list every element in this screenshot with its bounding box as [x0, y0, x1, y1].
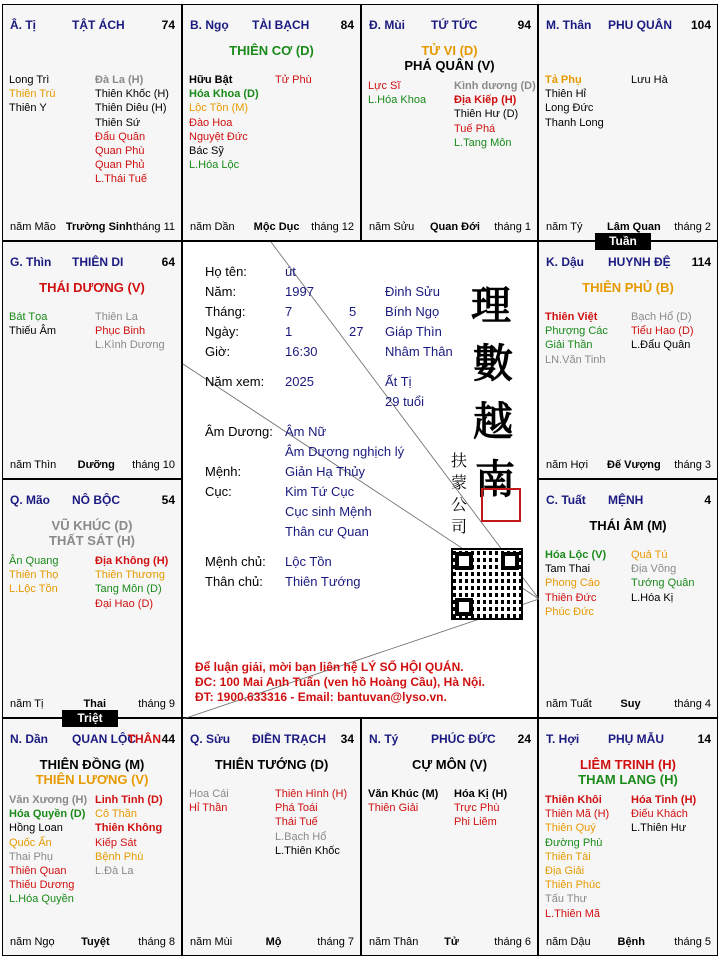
minor-star: Long Trì	[9, 74, 50, 86]
major-star: PHÁ QUÂN (V)	[404, 58, 495, 73]
minor-star: Thiên Không	[95, 822, 163, 835]
minor-star: Thiên Tài	[545, 850, 591, 863]
palace-name: TỨ TỨC	[431, 18, 478, 32]
palace-number: 34	[340, 732, 354, 746]
minor-star: Thiên Khôi	[545, 794, 602, 806]
contact-line-1: Để luận giải, mời bạn liên hệ LÝ SỐ HỘI QUÁN.	[195, 660, 464, 674]
minor-star: Phục Binh	[95, 325, 146, 338]
minor-star: LN.Văn Tinh	[545, 353, 606, 366]
minor-star: Tang Môn (D)	[95, 583, 162, 596]
palace-cell[interactable]	[538, 4, 718, 241]
star-column-left	[368, 79, 426, 107]
star-column-left	[189, 73, 259, 172]
minor-star: Đà La (H)	[95, 74, 144, 86]
palace-branch: C. Tuất	[546, 493, 586, 507]
minor-star: Đường Phù	[545, 836, 603, 849]
minor-star: Thiên Thương	[95, 569, 166, 582]
star-column-left	[545, 793, 609, 921]
palace-cell[interactable]	[2, 241, 182, 479]
red-seal-stamp	[481, 488, 521, 522]
minor-star: Thái Tuế	[275, 816, 318, 829]
star-column-right	[454, 79, 536, 150]
star-column-left	[9, 73, 55, 116]
minor-star: Tam Thai	[545, 563, 591, 576]
company-char-3: 公	[451, 495, 468, 514]
minor-star: Hóa Kị (H)	[454, 788, 508, 800]
minor-star: Quốc Ấn	[9, 836, 52, 849]
minor-star: Thiên Thọ	[9, 569, 59, 582]
than-marker: THÂN	[127, 732, 161, 746]
star-column-right	[95, 554, 168, 611]
star-column-left	[545, 73, 604, 130]
palace-month: tháng 5	[674, 936, 711, 948]
star-column-left	[9, 793, 87, 907]
minor-star: Thiên Đức	[545, 591, 597, 604]
palace-month: tháng 6	[494, 936, 531, 948]
palace-footer	[190, 935, 354, 949]
month-lunar-num: 5	[349, 304, 357, 319]
palace-name: TÀI BẠCH	[252, 18, 310, 32]
minor-star: L.Thiên Khốc	[275, 844, 340, 857]
palace-name: PHỤ MẪU	[608, 732, 664, 746]
life-stage: Đế Vượng	[607, 459, 661, 471]
minor-star: Lưu Hà	[631, 74, 668, 86]
star-column-right	[95, 73, 169, 187]
yinyang-label: Âm Dương:	[205, 424, 273, 439]
palace-year: năm Tý	[546, 221, 583, 233]
palace-cell[interactable]	[538, 479, 718, 718]
minor-star: Bác Sỹ	[189, 145, 224, 158]
month-label: Tháng:	[205, 304, 246, 319]
minor-star: Hóa Khoa (D)	[189, 88, 259, 101]
palace-number: 44	[161, 732, 175, 746]
minor-star: Kình dương (D)	[454, 80, 536, 92]
star-column-right	[275, 73, 312, 87]
minor-star: Thiên Phúc	[545, 879, 601, 892]
palace-number: 94	[517, 18, 531, 32]
seal-char-3: 越	[473, 398, 513, 445]
major-star: THIÊN CƠ (D)	[229, 43, 314, 58]
palace-month: tháng 12	[311, 221, 354, 233]
minor-star: Thiên Quý	[545, 822, 596, 835]
hour-value: 16:30	[285, 344, 318, 359]
palace-footer	[546, 697, 711, 711]
palace-header	[546, 254, 711, 270]
day-value: 1	[285, 324, 293, 339]
minor-star: Thanh Long	[545, 116, 604, 129]
than-chu-value: Thiên Tướng	[285, 574, 361, 589]
palace-footer	[369, 935, 531, 949]
life-stage: Trường Sinh	[65, 221, 133, 233]
palace-year: năm Mùi	[190, 936, 233, 948]
palace-branch: Q. Mão	[10, 493, 51, 507]
life-stage: Thai	[83, 698, 107, 710]
star-column-right	[631, 793, 696, 836]
minor-star: Thiếu Dương	[9, 879, 75, 892]
palace-number: 4	[704, 493, 711, 507]
contact-line-3: ĐT: 1900.633316 - Email: bantuvan@lyso.vn.	[195, 690, 447, 704]
menh-chu-label: Mệnh chủ:	[205, 554, 266, 569]
palace-year: năm Dậu	[546, 936, 591, 948]
palace-year: năm Tuất	[546, 698, 592, 710]
minor-star: Tiểu Hao (D)	[631, 325, 694, 338]
palace-name: TẬT ÁCH	[72, 18, 125, 32]
minor-star: Thiên Hỉ	[545, 88, 586, 101]
palace-year: năm Sửu	[369, 221, 415, 233]
star-column-right	[631, 310, 694, 353]
star-column-left	[545, 310, 608, 367]
minor-star: Văn Khúc (M)	[368, 788, 439, 800]
cuc-note1: Cục sinh Mệnh	[285, 504, 372, 519]
day-label: Ngày:	[205, 324, 239, 339]
palace-cell[interactable]	[361, 718, 538, 956]
minor-star: Quan Phù	[95, 145, 145, 158]
center-info-panel	[182, 241, 538, 718]
minor-star: L.Tang Môn	[454, 136, 512, 149]
minor-star: Hoa Cái	[189, 788, 229, 800]
year-label: Năm:	[205, 284, 237, 299]
palace-footer	[10, 935, 175, 949]
year-lunar: Đinh Sửu	[385, 284, 440, 299]
palace-header	[369, 17, 531, 33]
minor-star: L.Đẩu Quân	[631, 339, 691, 352]
view-year-value: 2025	[285, 374, 314, 389]
minor-star: Thiên Diêu (H)	[95, 102, 167, 115]
major-star: THẤT SÁT (H)	[49, 533, 135, 548]
minor-star: Hóa Lộc (V)	[545, 549, 607, 561]
minor-star: Thiên Khốc (H)	[95, 88, 169, 101]
palace-header	[546, 731, 711, 747]
minor-star: Kiếp Sát	[95, 836, 137, 849]
palace-year: năm Hợi	[546, 459, 589, 471]
minor-star: Thiên Y	[9, 102, 47, 115]
minor-star: Bát Tọa	[9, 311, 48, 323]
cuc-note2: Thân cư Quan	[285, 524, 369, 539]
palace-header	[190, 17, 354, 33]
minor-star: Thiên Việt	[545, 311, 598, 323]
minor-star: Thiếu Âm	[9, 325, 57, 338]
palace-name: NÔ BỘC	[72, 493, 120, 507]
palace-month: tháng 8	[138, 936, 175, 948]
palace-footer	[10, 458, 175, 472]
life-stage: Dưỡng	[77, 459, 115, 471]
menh-chu-value: Lộc Tồn	[285, 554, 332, 569]
palace-name: HUYNH ĐỆ	[608, 255, 671, 269]
minor-star: L.Lộc Tồn	[9, 583, 58, 596]
minor-star: L.Đà La	[95, 865, 134, 878]
palace-branch: N. Tý	[369, 732, 399, 746]
minor-star: Hóa Tinh (H)	[631, 794, 697, 806]
minor-star: Phúc Đức	[545, 605, 594, 618]
name-label: Họ tên:	[205, 264, 247, 279]
minor-star: Tả Phụ	[545, 74, 582, 86]
palace-month: tháng 3	[674, 459, 711, 471]
minor-star: Thiên Hình (H)	[275, 788, 348, 800]
palace-name: ĐIỀN TRẠCH	[252, 732, 326, 746]
major-star: CỰ MÔN (V)	[411, 757, 488, 772]
palace-footer	[190, 220, 354, 234]
palace-number: 24	[517, 732, 531, 746]
palace-branch: Đ. Mùi	[369, 18, 405, 32]
palace-year: năm Thìn	[10, 459, 57, 471]
star-column-left	[368, 787, 438, 815]
minor-star: Long Đức	[545, 102, 594, 115]
yinyang-value: Âm Nữ	[285, 424, 327, 439]
palace-year: năm Dần	[190, 221, 235, 233]
day-lunar: Giáp Thìn	[385, 324, 442, 339]
triet-marker: Triệt	[62, 710, 118, 727]
palace-cell[interactable]	[361, 4, 538, 241]
minor-star: L.Kình Dương	[95, 339, 165, 352]
palace-header	[546, 492, 711, 508]
minor-star: Thai Phụ	[9, 850, 54, 863]
life-stage: Mộ	[265, 936, 282, 948]
palace-year: năm Mão	[10, 221, 56, 233]
palace-month: tháng 4	[674, 698, 711, 710]
palace-footer	[546, 220, 711, 234]
minor-star: Ân Quang	[9, 555, 59, 567]
major-star: THIÊN TƯỚNG (D)	[214, 757, 329, 772]
palace-month: tháng 2	[674, 221, 711, 233]
minor-star: Địa Giải	[545, 865, 585, 878]
age: 29 tuổi	[385, 394, 425, 409]
palace-footer	[10, 220, 175, 234]
major-star: THÁI ÂM (M)	[589, 518, 667, 533]
major-star: THIÊN ĐỒNG (M)	[39, 757, 145, 772]
star-column-right	[95, 310, 165, 353]
major-star: THIÊN LƯƠNG (V)	[35, 772, 149, 787]
minor-star: Tử Phù	[275, 74, 312, 86]
company-char-4: 司	[451, 517, 468, 536]
palace-header	[369, 731, 531, 747]
palace-branch: M. Thân	[546, 18, 592, 32]
view-year-lunar: Ất Tị	[385, 374, 412, 389]
life-stage: Mộc Dục	[253, 221, 300, 233]
minor-star: L.Thái Tuế	[95, 173, 147, 186]
minor-star: Quả Tú	[631, 549, 668, 561]
palace-year: năm Tị	[10, 698, 44, 710]
tuan-marker: Tuần	[595, 233, 651, 250]
palace-number: 104	[690, 18, 711, 32]
minor-star: Linh Tinh (D)	[95, 794, 163, 806]
palace-branch: Q. Sửu	[190, 732, 231, 746]
minor-star: Tướng Quân	[631, 577, 695, 590]
yinyang-note: Âm Dương nghịch lý	[285, 444, 405, 459]
minor-star: Giải Thần	[545, 339, 593, 352]
palace-cell[interactable]	[182, 4, 361, 241]
palace-cell[interactable]	[2, 4, 182, 241]
palace-branch: T. Hợi	[546, 732, 580, 746]
palace-number: 64	[161, 255, 175, 269]
minor-star: Quan Phủ	[95, 159, 145, 172]
minor-star: Đào Hoa	[189, 116, 233, 129]
minor-star: L.Thiên Mã	[545, 907, 601, 920]
minor-star: L.Hóa Kị	[631, 591, 674, 604]
palace-number: 14	[697, 732, 711, 746]
palace-cell[interactable]	[538, 241, 718, 479]
palace-header	[10, 17, 175, 33]
major-star: THÁI DƯƠNG (V)	[39, 280, 145, 295]
company-char-2: 蒙	[451, 473, 468, 492]
company-char-1: 扶	[451, 451, 468, 470]
palace-name: QUAN LỘC	[72, 732, 136, 746]
life-stage: Bệnh	[617, 936, 645, 948]
minor-star: L.Hóa Quyền	[9, 893, 74, 906]
palace-month: tháng 1	[494, 221, 531, 233]
minor-star: L.Hóa Khoa	[368, 94, 427, 107]
month-value: 7	[285, 304, 293, 319]
minor-star: L.Bạch Hổ	[275, 830, 327, 843]
minor-star: Phi Liêm	[454, 816, 497, 829]
minor-star: Lực Sĩ	[368, 80, 401, 92]
name-value: út	[285, 264, 296, 279]
life-stage: Quan Đới	[430, 221, 480, 233]
palace-footer	[10, 697, 175, 711]
major-star: TỬ VI (D)	[421, 43, 478, 58]
minor-star: Địa Võng	[631, 563, 677, 576]
minor-star: Thiên Hư (D)	[454, 108, 519, 121]
palace-month: tháng 11	[132, 221, 175, 233]
palace-month: tháng 9	[138, 698, 175, 710]
palace-name: PHÚC ĐỨC	[431, 732, 496, 746]
hour-lunar: Nhâm Thân	[385, 344, 453, 359]
palace-name: MỆNH	[608, 493, 644, 507]
major-star: VŨ KHÚC (D)	[51, 518, 133, 533]
seal-char-2: 數	[473, 340, 513, 387]
palace-branch: B. Ngọ	[190, 18, 229, 32]
life-stage: Lâm Quan	[606, 221, 661, 233]
minor-star: Thiên Quan	[9, 865, 67, 878]
palace-header	[10, 731, 175, 747]
palace-number: 74	[161, 18, 175, 32]
minor-star: Địa Kiếp (H)	[454, 94, 517, 107]
minor-star: Bệnh Phù	[95, 850, 144, 863]
minor-star: Phá Toái	[275, 802, 318, 815]
month-lunar: Bính Ngọ	[385, 304, 440, 319]
minor-star: Hóa Quyền (D)	[9, 808, 86, 821]
star-column-right	[275, 787, 347, 858]
hour-label: Giờ:	[205, 344, 231, 359]
palace-branch: K. Dậu	[546, 255, 585, 269]
than-chu-label: Thân chủ:	[205, 574, 263, 589]
minor-star: Điếu Khách	[631, 808, 688, 821]
view-year-label: Năm xem:	[205, 374, 265, 389]
palace-cell[interactable]	[182, 718, 361, 956]
star-column-left	[189, 787, 229, 815]
palace-month: tháng 10	[132, 459, 175, 471]
palace-branch: G. Thìn	[10, 255, 52, 269]
major-star: THIÊN PHỦ (B)	[582, 280, 674, 295]
qr-code[interactable]	[451, 548, 523, 620]
palace-number: 84	[340, 18, 354, 32]
palace-footer	[369, 220, 531, 234]
minor-star: Hỉ Thần	[189, 802, 228, 815]
life-stage: Suy	[620, 698, 641, 710]
day-lunar-num: 27	[349, 324, 364, 339]
minor-star: L.Hóa Lộc	[189, 159, 240, 172]
palace-number: 114	[691, 255, 711, 269]
minor-star: Địa Không (H)	[95, 555, 169, 567]
minor-star: Hữu Bật	[189, 74, 233, 86]
minor-star: Thiên Giải	[368, 802, 419, 815]
minor-star: Nguyệt Đức	[189, 130, 248, 143]
star-column-right	[631, 73, 668, 87]
palace-header	[190, 731, 354, 747]
star-column-left	[9, 310, 56, 338]
cuc-label: Cục:	[205, 484, 232, 499]
star-column-right	[95, 793, 163, 878]
palace-header	[10, 254, 175, 270]
palace-cell[interactable]	[2, 479, 182, 718]
palace-branch: Â. Tị	[10, 18, 36, 32]
seal-char-1: 理	[471, 282, 511, 329]
minor-star: Đẩu Quân	[95, 130, 146, 143]
palace-number: 54	[161, 493, 175, 507]
minor-star: Đại Hao (D)	[95, 597, 154, 610]
minor-star: Cô Thần	[95, 808, 137, 821]
minor-star: Tấu Thư	[545, 893, 588, 906]
minor-star: Thiên Mã (H)	[545, 808, 610, 821]
palace-branch: N. Dần	[10, 732, 49, 746]
contact-line-2: ĐC: 100 Mai Anh Tuấn (ven hồ Hoàng Cầu), Hà Nội.	[195, 675, 486, 689]
major-star: THAM LANG (H)	[578, 772, 678, 787]
minor-star: Tuế Phá	[454, 122, 496, 135]
minor-star: Thiên La	[95, 311, 138, 323]
palace-name: PHU QUÂN	[608, 18, 673, 32]
minor-star: Bạch Hổ (D)	[631, 311, 692, 323]
palace-name: THIÊN DI	[72, 255, 124, 269]
palace-year: năm Ngọ	[10, 936, 55, 948]
palace-header	[546, 17, 711, 33]
minor-star: Phong Cáo	[545, 577, 601, 590]
minor-star: Thiên Sứ	[95, 116, 141, 129]
minor-star: Trực Phù	[454, 802, 500, 815]
minor-star: L.Thiên Hư	[631, 822, 687, 835]
minor-star: Phượng Các	[545, 325, 608, 338]
palace-month: tháng 7	[317, 936, 354, 948]
palace-cell[interactable]	[2, 718, 182, 956]
menh-label: Mệnh:	[205, 464, 242, 479]
star-column-left	[9, 554, 59, 597]
major-star: LIÊM TRINH (H)	[579, 757, 677, 772]
palace-footer	[546, 458, 711, 472]
minor-star: Hồng Loan	[9, 822, 63, 835]
palace-year: năm Thân	[369, 936, 419, 948]
minor-star: Lộc Tồn (M)	[189, 102, 249, 115]
cuc-value: Kim Tứ Cục	[285, 484, 355, 499]
star-column-right	[454, 787, 507, 830]
seal-char-4: 南	[475, 456, 515, 503]
life-stage: Tử	[444, 936, 459, 948]
menh-value: Giản Hạ Thủy	[285, 464, 365, 479]
palace-header	[10, 492, 175, 508]
palace-cell[interactable]	[538, 718, 718, 956]
star-column-right	[631, 548, 695, 605]
minor-star: Văn Xương (H)	[9, 794, 88, 806]
palace-footer	[546, 935, 711, 949]
minor-star: Thiên Trù	[9, 88, 56, 101]
year-value: 1997	[285, 284, 314, 299]
life-stage: Tuyệt	[81, 936, 110, 948]
star-column-left	[545, 548, 606, 619]
